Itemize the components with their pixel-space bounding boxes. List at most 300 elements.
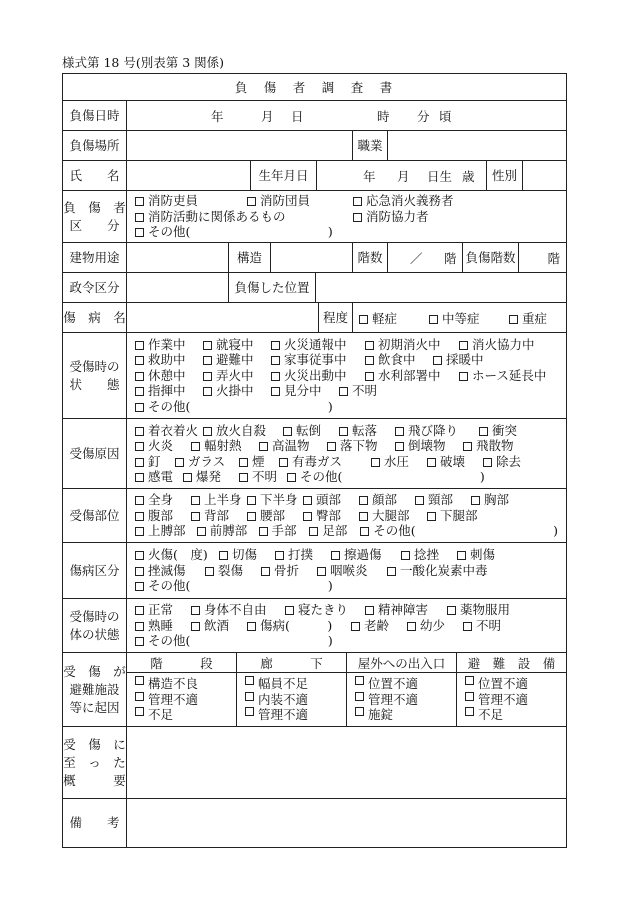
body-condition-label	[63, 599, 126, 652]
checkbox-option[interactable]: 咽喉炎	[317, 563, 387, 579]
evac-stairs-column	[126, 653, 236, 726]
summary-label-line: 受 傷 に	[63, 736, 126, 752]
name-field[interactable]	[126, 161, 250, 190]
building-use-label: 建物用途	[69, 249, 120, 265]
situation-label	[63, 333, 126, 418]
form-caption: 様式第 18 号(別表第 3 関係)	[62, 55, 225, 70]
name-row	[63, 160, 566, 190]
checkbox-icon	[471, 496, 480, 505]
checkbox-icon	[259, 442, 268, 451]
cause-row	[63, 418, 566, 488]
checkbox-option[interactable]: 不明	[239, 469, 287, 485]
checkbox-option[interactable]: ホース延長中	[459, 368, 546, 384]
checkbox-option[interactable]: 顔部	[359, 492, 415, 508]
checkbox-option[interactable]: 正常	[135, 602, 191, 618]
checkbox-icon	[355, 707, 364, 716]
checkbox-option[interactable]: 臀部	[303, 508, 359, 524]
checkbox-icon	[219, 551, 228, 560]
severity-mild-option[interactable]: 軽症	[359, 309, 429, 327]
evac-column-head: 階 段	[127, 653, 236, 673]
injury-place-row	[63, 130, 566, 160]
option-line	[135, 563, 558, 579]
checkbox-option[interactable]: 切傷	[219, 547, 275, 563]
option-line	[135, 508, 558, 524]
checkbox-option[interactable]: 構造不良	[135, 676, 228, 692]
checkbox-icon	[459, 341, 468, 350]
checkbox-option[interactable]: 不明	[339, 383, 377, 399]
checkbox-icon	[203, 341, 212, 350]
floors-slash: ／	[410, 250, 423, 266]
structure-label: 構造	[228, 243, 270, 272]
injury-floor-unit: 階	[547, 250, 560, 266]
zone-label: 政令区分	[69, 279, 120, 295]
checkbox-option[interactable]: 煙	[239, 454, 279, 470]
checkbox-option[interactable]: 管理不適	[135, 692, 228, 708]
checkbox-option[interactable]: 管理不適	[465, 692, 558, 708]
injured-category-label-bottom: 区 分	[69, 217, 120, 233]
checkbox-icon	[135, 458, 144, 467]
severity-severe-option[interactable]: 重症	[509, 309, 547, 327]
structure-field[interactable]	[270, 243, 352, 272]
checkbox-icon	[259, 527, 268, 536]
checkbox-option[interactable]: 採暖中	[433, 352, 484, 368]
checkbox-option[interactable]: 飲食中	[365, 352, 433, 368]
checkbox-option[interactable]: 熟睡	[135, 618, 191, 634]
checkbox-option[interactable]: 高温物	[259, 438, 327, 454]
option-line	[135, 209, 558, 225]
checkbox-icon	[395, 427, 404, 436]
injury-type-options	[126, 543, 566, 598]
disease-field[interactable]	[126, 303, 318, 332]
checkbox-option[interactable]: 放火自殺	[203, 423, 283, 439]
checkbox-icon	[283, 427, 292, 436]
injury-part-options	[126, 489, 566, 542]
checkbox-option[interactable]: 消防活動に関係あるもの	[135, 209, 353, 225]
checkbox-icon	[415, 496, 424, 505]
checkbox-option[interactable]: 弄火中	[203, 368, 271, 384]
checkbox-icon	[135, 197, 144, 206]
remarks-row	[63, 798, 566, 847]
checkbox-option[interactable]: 衝突	[479, 423, 517, 439]
checkbox-option[interactable]: 位置不適	[465, 676, 558, 692]
checkbox-option[interactable]: その他( )	[287, 469, 485, 485]
checkbox-option[interactable]: 火掛中	[203, 383, 271, 399]
checkbox-option[interactable]: 寝たきり	[285, 602, 365, 618]
checkbox-option[interactable]: 位置不適	[355, 676, 448, 692]
evac-equipment-column	[456, 653, 566, 726]
checkbox-icon	[465, 676, 474, 685]
checkbox-option[interactable]: 水利部署中	[365, 368, 459, 384]
checkbox-icon	[309, 527, 318, 536]
checkbox-icon	[351, 622, 360, 631]
checkbox-option[interactable]: 一酸化炭素中毒	[387, 563, 488, 579]
checkbox-icon	[303, 512, 312, 521]
severity-label: 程度	[318, 303, 352, 332]
checkbox-option[interactable]: 初期消火中	[365, 337, 459, 353]
checkbox-option[interactable]: 腰部	[247, 508, 303, 524]
birth-date-field[interactable]	[316, 161, 486, 190]
checkbox-icon	[339, 387, 348, 396]
checkbox-option[interactable]: 管理不適	[355, 692, 448, 708]
summary-row	[63, 726, 566, 798]
checkbox-option[interactable]: 裂傷	[205, 563, 261, 579]
checkbox-icon	[135, 442, 144, 451]
evacuation-label-line: 等に起因	[69, 699, 120, 715]
checkbox-option[interactable]: 倒壊物	[395, 438, 463, 454]
checkbox-icon	[239, 473, 248, 482]
sex-field[interactable]	[522, 161, 566, 190]
disease-row	[63, 302, 566, 332]
checkbox-option[interactable]: 下半身	[247, 492, 303, 508]
checkbox-icon	[197, 527, 206, 536]
checkbox-icon	[135, 213, 144, 222]
checkbox-option[interactable]: 消防吏員	[135, 193, 247, 209]
checkbox-option[interactable]: 骨折	[261, 563, 317, 579]
checkbox-option[interactable]: 消防協力者	[353, 209, 429, 225]
checkbox-option[interactable]: 転落	[339, 423, 395, 439]
checkbox-icon	[183, 473, 192, 482]
checkbox-option[interactable]: 管理不適	[245, 707, 338, 723]
cause-options	[126, 419, 566, 488]
checkbox-icon	[191, 496, 200, 505]
checkbox-icon	[203, 387, 212, 396]
situation-options	[126, 333, 566, 418]
checkbox-option[interactable]: 足部	[309, 523, 360, 539]
checkbox-icon	[387, 567, 396, 576]
option-line	[135, 337, 558, 353]
checkbox-icon	[339, 427, 348, 436]
checkbox-icon	[135, 403, 144, 412]
checkbox-option[interactable]: 捻挫	[401, 547, 457, 563]
checkbox-icon	[239, 458, 248, 467]
body-condition-options	[126, 599, 566, 652]
body-condition-row	[63, 598, 566, 652]
injury-datetime-label: 負傷日時	[69, 107, 120, 123]
hour-unit: 時	[377, 108, 390, 124]
checkbox-option[interactable]: 飲酒	[191, 618, 247, 634]
checkbox-icon	[433, 356, 442, 365]
injury-floor-label: 負傷階数	[462, 243, 518, 272]
option-line	[135, 547, 558, 563]
checkbox-icon	[275, 551, 284, 560]
checkbox-icon	[355, 692, 364, 701]
checkbox-option[interactable]: 破壊	[427, 454, 483, 470]
option-line	[135, 399, 558, 415]
injury-datetime-field[interactable]	[126, 101, 566, 130]
checkbox-icon	[359, 512, 368, 521]
month-unit: 月	[261, 108, 274, 124]
checkbox-option[interactable]: 有毒ガス	[279, 454, 371, 470]
zone-row	[63, 272, 566, 302]
evacuation-label-line: 避難施設	[69, 681, 120, 697]
injury-position-field[interactable]	[315, 273, 566, 302]
checkbox-icon	[279, 458, 288, 467]
injury-part-label: 受傷部位	[69, 507, 120, 523]
evacuation-cause-row	[63, 652, 566, 726]
checkbox-icon	[271, 387, 280, 396]
injured-category-options	[126, 191, 566, 242]
checkbox-option[interactable]: 輻射熱	[191, 438, 259, 454]
zone-field[interactable]	[126, 273, 228, 302]
checkbox-icon	[465, 692, 474, 701]
checkbox-icon	[135, 567, 144, 576]
remarks-label: 備 考	[69, 815, 120, 830]
checkbox-icon	[247, 197, 256, 206]
checkbox-icon	[135, 707, 144, 716]
floors-label: 階数	[352, 243, 387, 272]
checkbox-option[interactable]: その他( )	[135, 399, 333, 415]
checkbox-icon	[135, 551, 144, 560]
option-line	[135, 469, 558, 485]
checkbox-option[interactable]: 消防団員	[247, 193, 353, 209]
checkbox-option[interactable]: 幼少	[407, 618, 463, 634]
checkbox-option[interactable]: 全身	[135, 492, 191, 508]
checkbox-icon	[447, 606, 456, 615]
option-line	[135, 193, 558, 209]
checkbox-option[interactable]: 傷病( )	[247, 618, 351, 634]
checkbox-icon	[271, 372, 280, 381]
checkbox-option[interactable]: その他( )	[135, 633, 333, 649]
checkbox-option[interactable]: 爆発	[183, 469, 239, 485]
checkbox-icon	[203, 372, 212, 381]
checkbox-option[interactable]: 飛散物	[463, 438, 514, 454]
checkbox-icon	[135, 606, 144, 615]
checkbox-icon	[463, 442, 472, 451]
checkbox-icon	[135, 527, 144, 536]
building-use-field[interactable]	[126, 243, 228, 272]
checkbox-icon	[191, 512, 200, 521]
checkbox-option[interactable]: 幅員不足	[245, 676, 338, 692]
checkbox-icon	[135, 387, 144, 396]
checkbox-icon	[459, 372, 468, 381]
checkbox-icon	[353, 213, 362, 222]
checkbox-icon	[457, 551, 466, 560]
evac-exit-column	[346, 653, 456, 726]
sex-label: 性別	[486, 161, 522, 190]
checkbox-option[interactable]: 火災通報中	[271, 337, 365, 353]
checkbox-icon	[509, 315, 518, 324]
checkbox-icon	[360, 527, 369, 536]
checkbox-option[interactable]: 落下物	[327, 438, 395, 454]
checkbox-option[interactable]: 火災出動中	[271, 368, 365, 384]
remarks-field[interactable]	[126, 799, 566, 847]
summary-label	[63, 727, 126, 798]
option-line	[135, 423, 558, 439]
checkbox-icon	[465, 707, 474, 716]
checkbox-icon	[365, 606, 374, 615]
checkbox-icon	[355, 676, 364, 685]
injury-type-row	[63, 542, 566, 598]
title-row	[63, 74, 566, 100]
checkbox-icon	[271, 356, 280, 365]
checkbox-icon	[135, 427, 144, 436]
checkbox-option[interactable]: ガラス	[175, 454, 239, 470]
birth-day-unit: 日生	[427, 168, 453, 184]
floors-unit: 階	[444, 250, 457, 266]
checkbox-icon	[135, 341, 144, 350]
checkbox-option[interactable]: 手部	[259, 523, 310, 539]
injury-place-field[interactable]	[126, 131, 352, 160]
checkbox-option[interactable]: 不足	[135, 707, 228, 723]
name-label: 氏 名	[69, 167, 120, 183]
checkbox-option[interactable]: その他( )	[135, 224, 333, 240]
summary-label-line: 至 っ た	[63, 754, 126, 770]
checkbox-option[interactable]: 背部	[191, 508, 247, 524]
checkbox-icon	[245, 692, 254, 701]
option-line	[135, 352, 558, 368]
checkbox-icon	[135, 637, 144, 646]
checkbox-option[interactable]: 火炎	[135, 438, 191, 454]
day-unit: 日	[291, 108, 304, 124]
checkbox-icon	[317, 567, 326, 576]
checkbox-option[interactable]: 腹部	[135, 508, 191, 524]
checkbox-option[interactable]: 不足	[465, 707, 558, 723]
checkbox-icon	[247, 496, 256, 505]
checkbox-icon	[303, 496, 312, 505]
checkbox-option[interactable]: 擦過傷	[331, 547, 401, 563]
injury-survey-form	[62, 73, 567, 848]
option-line	[135, 618, 558, 634]
approx-unit: 頃	[439, 108, 452, 124]
checkbox-icon	[135, 356, 144, 365]
checkbox-option[interactable]: 下腿部	[427, 508, 478, 524]
checkbox-icon	[327, 442, 336, 451]
form-title: 負 傷 者 調 査 書	[234, 80, 395, 95]
checkbox-option[interactable]: 作業中	[135, 337, 203, 353]
evacuation-cause-label	[63, 653, 126, 726]
checkbox-option[interactable]: 就寝中	[203, 337, 271, 353]
body-condition-label-bottom: 体の状態	[69, 626, 120, 642]
checkbox-option[interactable]: 老齢	[351, 618, 407, 634]
checkbox-option[interactable]: 家事従事中	[271, 352, 365, 368]
checkbox-icon	[331, 551, 340, 560]
disease-label: 傷 病 名	[63, 309, 126, 325]
checkbox-icon	[287, 473, 296, 482]
checkbox-icon	[135, 692, 144, 701]
occupation-label: 職業	[352, 131, 387, 160]
checkbox-option[interactable]: 不明	[463, 618, 501, 634]
severity-options	[352, 303, 566, 332]
checkbox-icon	[365, 356, 374, 365]
checkbox-icon	[135, 622, 144, 631]
checkbox-option[interactable]: 大腿部	[359, 508, 427, 524]
evac-column-head: 廊 下	[237, 653, 346, 673]
injury-place-label: 負傷場所	[69, 137, 120, 153]
checkbox-icon	[191, 442, 200, 451]
checkbox-icon	[371, 458, 380, 467]
checkbox-option[interactable]: 頭部	[303, 492, 359, 508]
summary-field[interactable]	[126, 727, 566, 798]
checkbox-option[interactable]: 休憩中	[135, 368, 203, 384]
checkbox-icon	[245, 676, 254, 685]
checkbox-icon	[135, 582, 144, 591]
occupation-field[interactable]	[387, 131, 566, 160]
checkbox-option[interactable]: 挫滅傷	[135, 563, 205, 579]
injury-part-row	[63, 488, 566, 542]
checkbox-option[interactable]: 見分中	[271, 383, 339, 399]
checkbox-option[interactable]: 避難中	[203, 352, 271, 368]
situation-label-bottom: 状 態	[69, 376, 120, 392]
checkbox-option[interactable]: 指揮中	[135, 383, 203, 399]
option-line	[135, 492, 558, 508]
checkbox-icon	[395, 442, 404, 451]
checkbox-option[interactable]: 施錠	[355, 707, 448, 723]
checkbox-option[interactable]: 上膊部	[135, 523, 197, 539]
checkbox-option[interactable]: 水圧	[371, 454, 427, 470]
checkbox-icon	[427, 512, 436, 521]
cause-label: 受傷原因	[69, 445, 120, 461]
severity-moderate-option[interactable]: 中等症	[429, 309, 509, 327]
checkbox-option[interactable]: 転倒	[283, 423, 339, 439]
checkbox-option[interactable]: 打撲	[275, 547, 331, 563]
evac-column-items	[347, 673, 456, 726]
injured-category-label-top: 負 傷 者	[63, 199, 126, 215]
checkbox-icon	[135, 372, 144, 381]
situation-row	[63, 332, 566, 418]
checkbox-icon	[135, 496, 144, 505]
checkbox-option[interactable]: 救助中	[135, 352, 203, 368]
birth-month-unit: 月	[397, 168, 410, 184]
checkbox-option[interactable]: その他( )	[360, 523, 558, 539]
checkbox-option[interactable]: 精神障害	[365, 602, 447, 618]
checkbox-option[interactable]: 胸部	[471, 492, 509, 508]
injury-position-label: 負傷した位置	[228, 273, 315, 302]
checkbox-icon	[401, 551, 410, 560]
option-line	[135, 454, 558, 470]
checkbox-icon	[429, 315, 438, 324]
checkbox-option[interactable]: 刺傷	[457, 547, 495, 563]
checkbox-option[interactable]: 釘	[135, 454, 175, 470]
checkbox-icon	[353, 197, 362, 206]
checkbox-icon	[203, 356, 212, 365]
checkbox-option[interactable]: 応急消火義務者	[353, 193, 454, 209]
checkbox-icon	[479, 427, 488, 436]
checkbox-option[interactable]: 頸部	[415, 492, 471, 508]
injury-type-label: 傷病区分	[69, 562, 120, 578]
checkbox-icon	[359, 315, 368, 324]
injured-category-row	[63, 190, 566, 242]
checkbox-option[interactable]: 感電	[135, 469, 183, 485]
checkbox-option[interactable]: 着衣着火	[135, 423, 203, 439]
checkbox-option[interactable]: 消火協力中	[459, 337, 535, 353]
option-line	[135, 383, 558, 399]
checkbox-icon	[427, 458, 436, 467]
checkbox-icon	[247, 512, 256, 521]
checkbox-option[interactable]: 身体不自由	[191, 602, 285, 618]
checkbox-option[interactable]: その他( )	[135, 578, 333, 594]
checkbox-option[interactable]: 内装不適	[245, 692, 338, 708]
checkbox-icon	[245, 707, 254, 716]
checkbox-icon	[203, 427, 212, 436]
checkbox-option[interactable]: 火傷( 度)	[135, 547, 219, 563]
checkbox-icon	[191, 622, 200, 631]
floors-field[interactable]	[387, 243, 462, 272]
birth-year-unit: 年	[363, 168, 376, 184]
checkbox-option[interactable]: 前膊部	[197, 523, 259, 539]
checkbox-option[interactable]: 上半身	[191, 492, 247, 508]
checkbox-icon	[247, 622, 256, 631]
checkbox-icon	[483, 458, 492, 467]
evacuation-label-line: 受 傷 が	[63, 663, 126, 679]
evac-column-items	[127, 673, 236, 726]
evac-column-items	[457, 673, 566, 726]
checkbox-icon	[407, 622, 416, 631]
checkbox-option[interactable]: 飛び降り	[395, 423, 479, 439]
checkbox-option[interactable]: 薬物服用	[447, 602, 510, 618]
year-unit: 年	[211, 108, 224, 124]
checkbox-option[interactable]: 除去	[483, 454, 521, 470]
injury-floor-field[interactable]	[518, 243, 566, 272]
